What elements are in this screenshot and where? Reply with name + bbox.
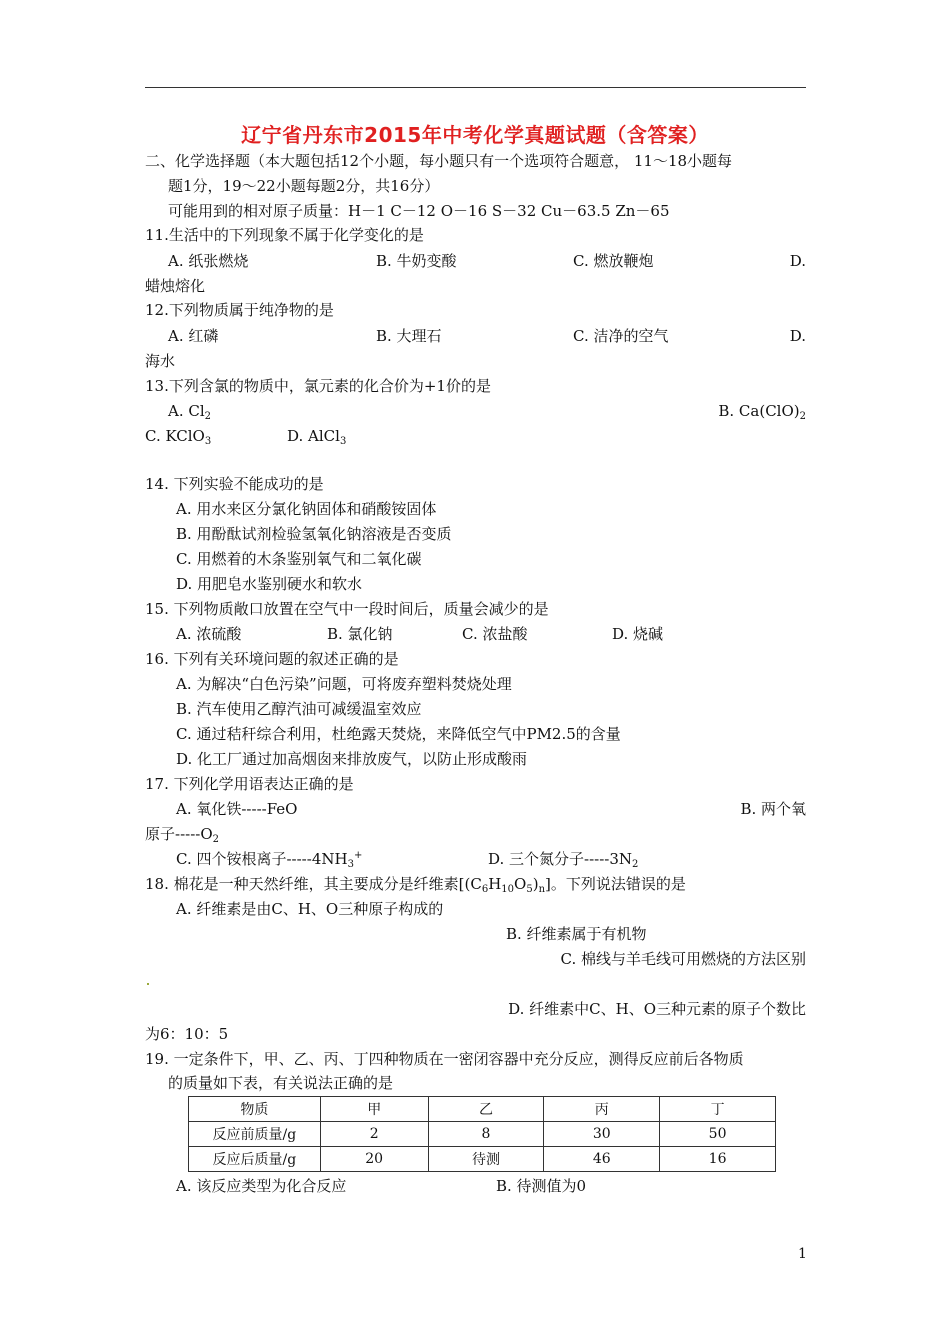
table-cell: 待测	[428, 1147, 544, 1172]
table-cell: 2	[320, 1122, 428, 1147]
q17-option-b-cont: 原子$-----O_2$	[145, 825, 220, 845]
atomic-masses: 可能用到的相对原子质量：H－1 C－12 O－16 S－32 Cu－63.5 Zn－65	[168, 202, 670, 220]
q19-table	[188, 1096, 776, 1172]
q17-option-c: C. 四个铵根离子$-----4NH_3^+$	[176, 850, 363, 870]
page-number: 1	[798, 1246, 807, 1262]
q12-option-b: B. 大理石	[376, 327, 442, 345]
q16-option-d: D. 化工厂通过加高烟囱来排放废气，以防止形成酸雨	[176, 750, 528, 768]
q15-option-a: A. 浓硫酸	[176, 625, 242, 643]
q14-option-a: A. 用水来区分氯化钠固体和硝酸铵固体	[176, 500, 437, 518]
q15-option-b: B. 氯化钠	[327, 625, 393, 643]
q12-option-a: A. 红磷	[168, 327, 219, 345]
table-header-cell: 丙	[544, 1097, 660, 1122]
q17-option-a: A. 氧化铁-----FeO	[176, 800, 298, 818]
q11-option-b: B. 牛奶变酸	[376, 252, 457, 270]
table-cell: 反应前质量/g	[189, 1122, 321, 1147]
table-row	[189, 1147, 776, 1172]
q13-option-a: A. $Cl_2$	[168, 402, 212, 422]
q14-option-b: B. 用酚酞试剂检验氢氧化钠溶液是否变质	[176, 525, 452, 543]
q15-option-d: D. 烧碱	[612, 625, 664, 643]
table-header-cell: 甲	[320, 1097, 428, 1122]
q12-stem: 12.下列物质属于纯净物的是	[145, 301, 334, 319]
q16-option-b: B. 汽车使用乙醇汽油可减缓温室效应	[176, 700, 422, 718]
q13-option-b: B. $Ca(ClO)_2$	[718, 402, 806, 422]
q12-option-d-text: 海水	[145, 352, 176, 370]
q15-option-c: C. 浓盐酸	[462, 625, 528, 643]
q16-stem: 16. 下列有关环境问题的叙述正确的是	[145, 650, 399, 668]
q14-option-d: D. 用肥皂水鉴别硬水和软水	[176, 575, 363, 593]
table-cell: 8	[428, 1122, 544, 1147]
header-rule	[145, 87, 806, 88]
table-header-cell: 丁	[660, 1097, 776, 1122]
q18-stem: 18. 棉花是一种天然纤维，其主要成分是纤维素$[(C_6H_{10}O_5)_n]$。下列说法错误的是	[145, 875, 686, 895]
table-cell: 46	[544, 1147, 660, 1172]
q18-option-d: D. 纤维素中C、H、O三种元素的原子个数比	[508, 1000, 806, 1018]
q19-stem-cont: 的质量如下表，有关说法正确的是	[168, 1074, 394, 1092]
table-cell: 20	[320, 1147, 428, 1172]
q14-stem: 14. 下列实验不能成功的是	[145, 475, 324, 493]
q19-option-a: A. 该反应类型为化合反应	[176, 1177, 347, 1195]
q11-option-c: C. 燃放鞭炮	[573, 252, 654, 270]
stray-mark	[147, 983, 149, 985]
table-header-row	[189, 1097, 776, 1122]
table-cell: 16	[660, 1147, 776, 1172]
q17-stem: 17. 下列化学用语表达正确的是	[145, 775, 354, 793]
q17-option-d: D. 三个氮分子$-----3N_2$	[488, 850, 639, 870]
q17-option-b: B. 两个氧	[740, 800, 806, 818]
table-cell: 50	[660, 1122, 776, 1147]
q16-option-a: A. 为解决“白色污染”问题，可将废弃塑料焚烧处理	[176, 675, 512, 693]
q18-option-b: B. 纤维素属于有机物	[506, 925, 647, 943]
table-cell: 反应后质量/g	[189, 1147, 321, 1172]
section-heading: 二、化学选择题（本大题包括12个小题，每小题只有一个选项符合题意， 11～18小题每	[145, 152, 733, 170]
q19-stem: 19. 一定条件下，甲、乙、丙、丁四种物质在一密闭容器中充分反应，测得反应前后各物质	[145, 1050, 744, 1068]
q13-stem: 13.下列含氯的物质中，氯元素的化合价为+1价的是	[145, 377, 491, 395]
q19-option-b: B. 待测值为0	[496, 1177, 587, 1195]
section-heading-cont: 题1分，19～22小题每题2分，共16分）	[168, 177, 440, 195]
q15-stem: 15. 下列物质敞口放置在空气中一段时间后，质量会减少的是	[145, 600, 549, 618]
q18-option-c: C. 棉线与羊毛线可用燃烧的方法区别	[560, 950, 806, 968]
table-header-cell: 乙	[428, 1097, 544, 1122]
q11-option-a: A. 纸张燃烧	[168, 252, 249, 270]
q11-option-d-text: 蜡烛熔化	[145, 277, 206, 295]
q11-stem: 11.生活中的下列现象不属于化学变化的是	[145, 226, 424, 244]
q13-option-d: D. AlCl$_3$	[287, 427, 347, 447]
q18-option-a: A. 纤维素是由C、H、O三种原子构成的	[176, 900, 444, 918]
table-cell: 30	[544, 1122, 660, 1147]
table-header-cell: 物质	[189, 1097, 321, 1122]
q14-option-c: C. 用燃着的木条鉴别氧气和二氧化碳	[176, 550, 422, 568]
q16-option-c: C. 通过秸秆综合利用，杜绝露天焚烧，来降低空气中PM2.5的含量	[176, 725, 621, 743]
q12-option-c: C. 洁净的空气	[573, 327, 669, 345]
table-row	[189, 1122, 776, 1147]
q18-option-d-cont: 为6：10：5	[145, 1025, 229, 1043]
q12-option-d-label: D.	[789, 327, 806, 345]
q11-option-d-label: D.	[789, 252, 806, 270]
page-title: 辽宁省丹东市2015年中考化学真题试题（含答案）	[241, 123, 709, 147]
q13-option-c: C. KClO$_3$	[145, 427, 212, 447]
